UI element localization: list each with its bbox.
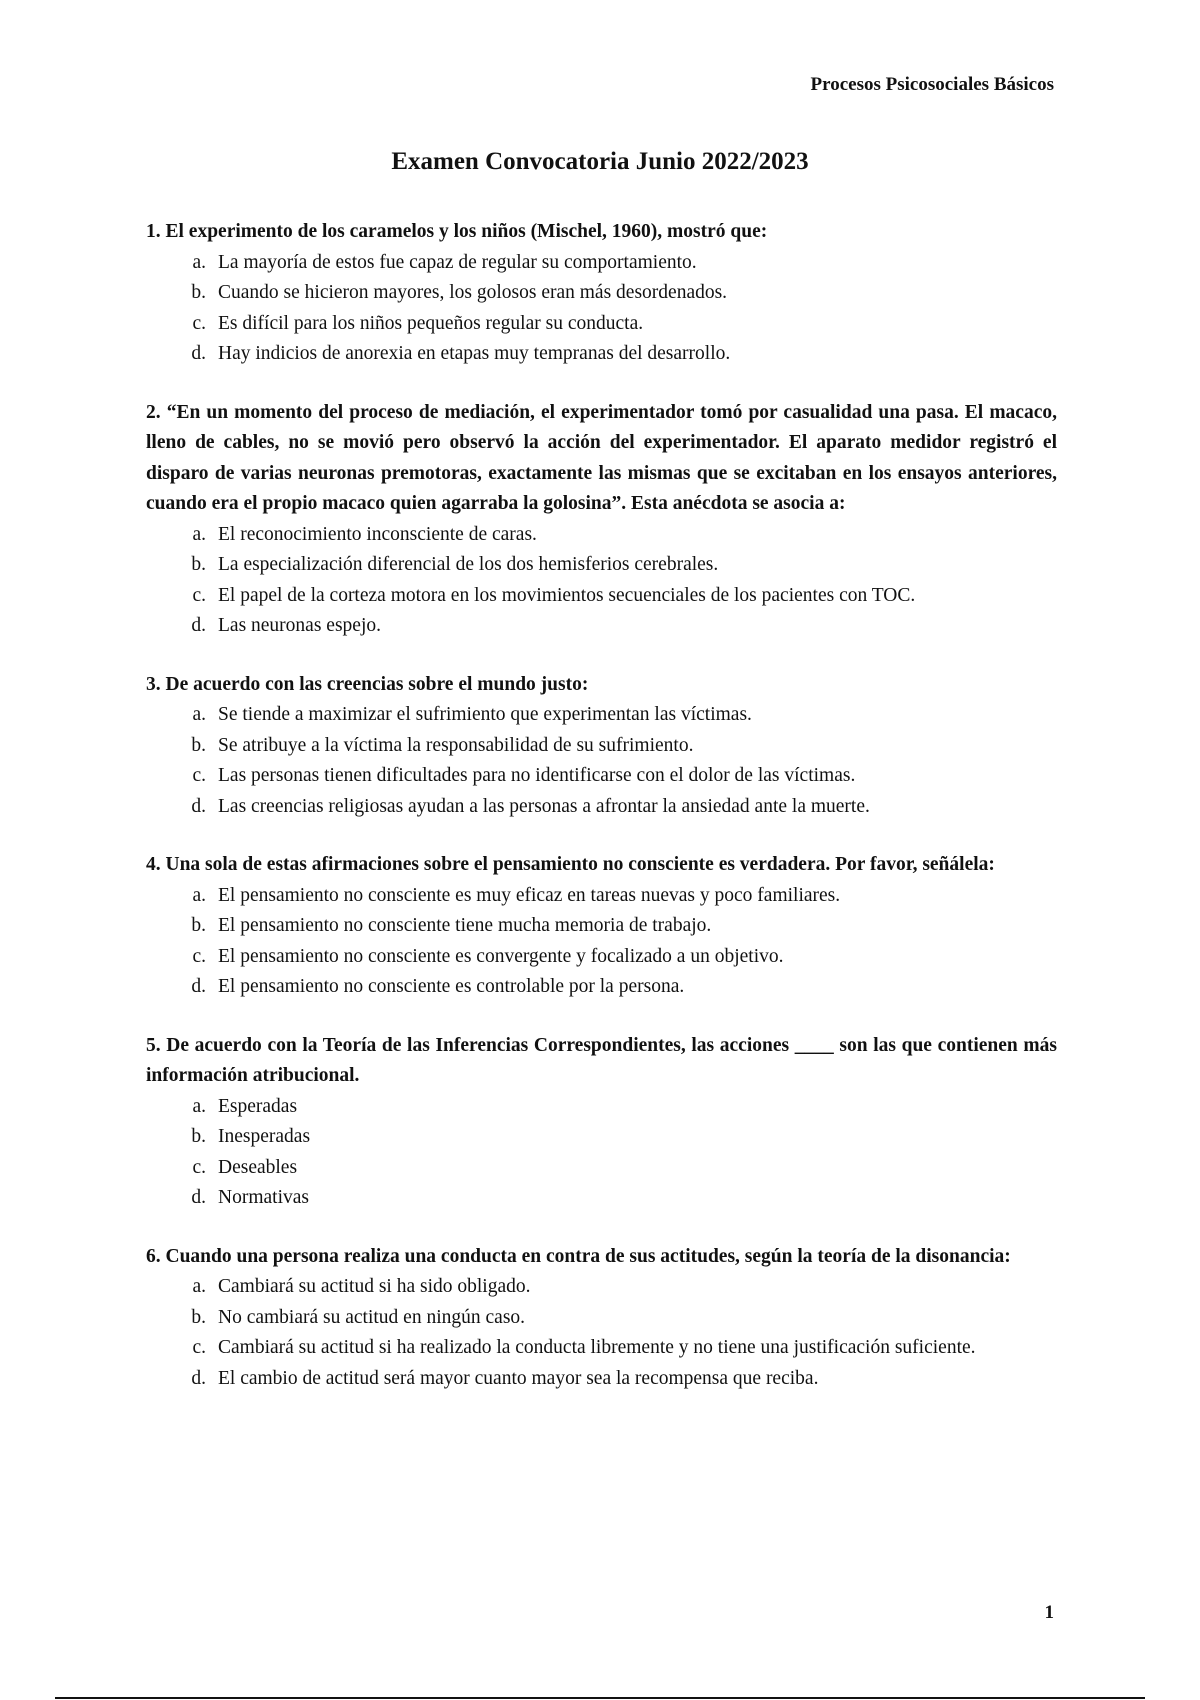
option-letter: b.	[191, 1306, 206, 1328]
option-letter: c.	[192, 584, 206, 606]
question-stem: 4. Una sola de estas afirmaciones sobre el pensamiento no consciente es verdadera. Por favor, señálela:	[146, 854, 995, 875]
question-stem: 2. “En un momento del proceso de mediación, el experimentador tomó por casualidad una pasa. El macaco, lleno de cables, no se movió pero observó la acción del experimentador. El aparato medidor registró el disparo de varias neuronas premotoras, exactamente las mismas que se excitaban en los ensayos anteriores, cuando era el propio macaco quien agarraba la golosina”. Esta anécdota se asocia a:	[146, 401, 1057, 514]
option-text: El cambio de actitud será mayor cuanto mayor sea la recompensa que reciba.	[218, 1367, 819, 1389]
question-5	[146, 1031, 1057, 1214]
option-text: El pensamiento no consciente tiene mucha memoria de trabajo.	[218, 915, 712, 936]
option-b	[146, 550, 1057, 581]
option-list	[146, 881, 1057, 1003]
course-header: Procesos Psicosociales Básicos	[810, 74, 1054, 95]
option-letter: b.	[191, 915, 206, 936]
option-letter: a.	[192, 1276, 206, 1297]
option-text: Hay indicios de anorexia en etapas muy tempranas del desarrollo.	[218, 343, 731, 364]
option-d	[146, 972, 1057, 1003]
option-text: El papel de la corteza motora en los movimientos secuenciales de los pacientes con TOC.	[218, 584, 916, 606]
question-stem: 5. De acuerdo con la Teoría de las Inferencias Correspondientes, las acciones ____ son las que contienen más información atribucional.	[146, 1034, 1057, 1086]
option-text: Se atribuye a la víctima la responsabilidad de su sufrimiento.	[218, 734, 694, 756]
bottom-divider	[55, 1697, 1145, 1699]
option-b	[146, 911, 1057, 942]
option-list	[146, 1272, 1057, 1394]
option-text: El pensamiento no consciente es convergente y focalizado a un objetivo.	[218, 945, 784, 967]
option-b	[146, 1122, 1057, 1153]
question-stem: 1. El experimento de los caramelos y los niños (Mischel, 1960), mostró que:	[146, 221, 768, 242]
option-text: Las creencias religiosas ayudan a las personas a afrontar la ansiedad ante la muerte.	[218, 795, 870, 817]
option-text: Las neuronas espejo.	[218, 615, 381, 636]
option-letter: b.	[191, 1126, 206, 1147]
page-number: 1	[1044, 1602, 1054, 1623]
option-text: Es difícil para los niños pequeños regular su conducta.	[218, 312, 644, 334]
option-letter: a.	[192, 1095, 206, 1117]
option-text: El reconocimiento inconsciente de caras.	[218, 523, 537, 545]
option-d	[146, 792, 1057, 823]
question-3	[146, 670, 1057, 823]
option-text: La especialización diferencial de los dos hemisferios cerebrales.	[218, 554, 719, 575]
option-a	[146, 700, 1057, 731]
option-text: Cambiará su actitud si ha realizado la conducta libremente y no tiene una justificación suficiente.	[218, 1337, 976, 1358]
option-letter: d.	[191, 976, 206, 997]
option-text: No cambiará su actitud en ningún caso.	[218, 1306, 526, 1328]
option-c	[146, 942, 1057, 973]
option-letter: d.	[191, 343, 206, 364]
option-text: Cuando se hicieron mayores, los golosos eran más desordenados.	[218, 282, 728, 303]
option-text: Esperadas	[218, 1095, 298, 1117]
option-c	[146, 309, 1057, 340]
option-letter: a.	[192, 251, 206, 273]
question-1	[146, 217, 1057, 370]
option-d	[146, 611, 1057, 642]
option-letter: c.	[192, 945, 206, 967]
option-letter: c.	[192, 1156, 206, 1178]
option-text: Normativas	[218, 1187, 309, 1208]
option-a	[146, 248, 1057, 279]
question-2	[146, 398, 1057, 642]
option-text: El pensamiento no consciente es muy eficaz en tareas nuevas y poco familiares.	[218, 884, 841, 906]
option-c	[146, 761, 1057, 792]
option-letter: b.	[191, 282, 206, 303]
option-text: La mayoría de estos fue capaz de regular su comportamiento.	[218, 251, 697, 273]
option-d	[146, 339, 1057, 370]
option-letter: b.	[191, 734, 206, 756]
option-b	[146, 731, 1057, 762]
question-stem: 6. Cuando una persona realiza una conducta en contra de sus actitudes, según la teoría de la disonancia:	[146, 1245, 1011, 1267]
option-b	[146, 278, 1057, 309]
option-a	[146, 881, 1057, 912]
option-c	[146, 1333, 1057, 1364]
option-d	[146, 1364, 1057, 1395]
option-letter: d.	[191, 795, 206, 817]
option-letter: d.	[191, 1187, 206, 1208]
option-letter: a.	[192, 884, 206, 906]
option-list	[146, 248, 1057, 370]
option-letter: c.	[192, 1337, 206, 1358]
option-a	[146, 1092, 1057, 1123]
option-list	[146, 700, 1057, 822]
question-stem: 3. De acuerdo con las creencias sobre el mundo justo:	[146, 673, 589, 695]
option-text: Deseables	[218, 1156, 298, 1178]
option-letter: b.	[191, 554, 206, 575]
option-d	[146, 1183, 1057, 1214]
option-text: Se tiende a maximizar el sufrimiento que experimentan las víctimas.	[218, 704, 752, 725]
option-letter: d.	[191, 1367, 206, 1389]
option-list	[146, 1092, 1057, 1214]
option-b	[146, 1303, 1057, 1334]
option-a	[146, 520, 1057, 551]
page-title: Examen Convocatoria Junio 2022/2023	[391, 148, 809, 175]
option-list	[146, 520, 1057, 642]
option-c	[146, 1153, 1057, 1184]
option-text: Las personas tienen dificultades para no identificarse con el dolor de las víctimas.	[218, 765, 856, 786]
option-a	[146, 1272, 1057, 1303]
option-text: Cambiará su actitud si ha sido obligado.	[218, 1276, 531, 1297]
option-letter: a.	[192, 523, 206, 545]
option-letter: c.	[192, 312, 206, 334]
option-letter: a.	[192, 704, 206, 725]
option-c	[146, 581, 1057, 612]
question-6	[146, 1242, 1057, 1395]
question-4	[146, 850, 1057, 1003]
option-text: Inesperadas	[218, 1126, 311, 1147]
option-text: El pensamiento no consciente es controlable por la persona.	[218, 976, 685, 997]
question-list	[146, 217, 1057, 1422]
option-letter: c.	[192, 765, 206, 786]
option-letter: d.	[191, 615, 206, 636]
